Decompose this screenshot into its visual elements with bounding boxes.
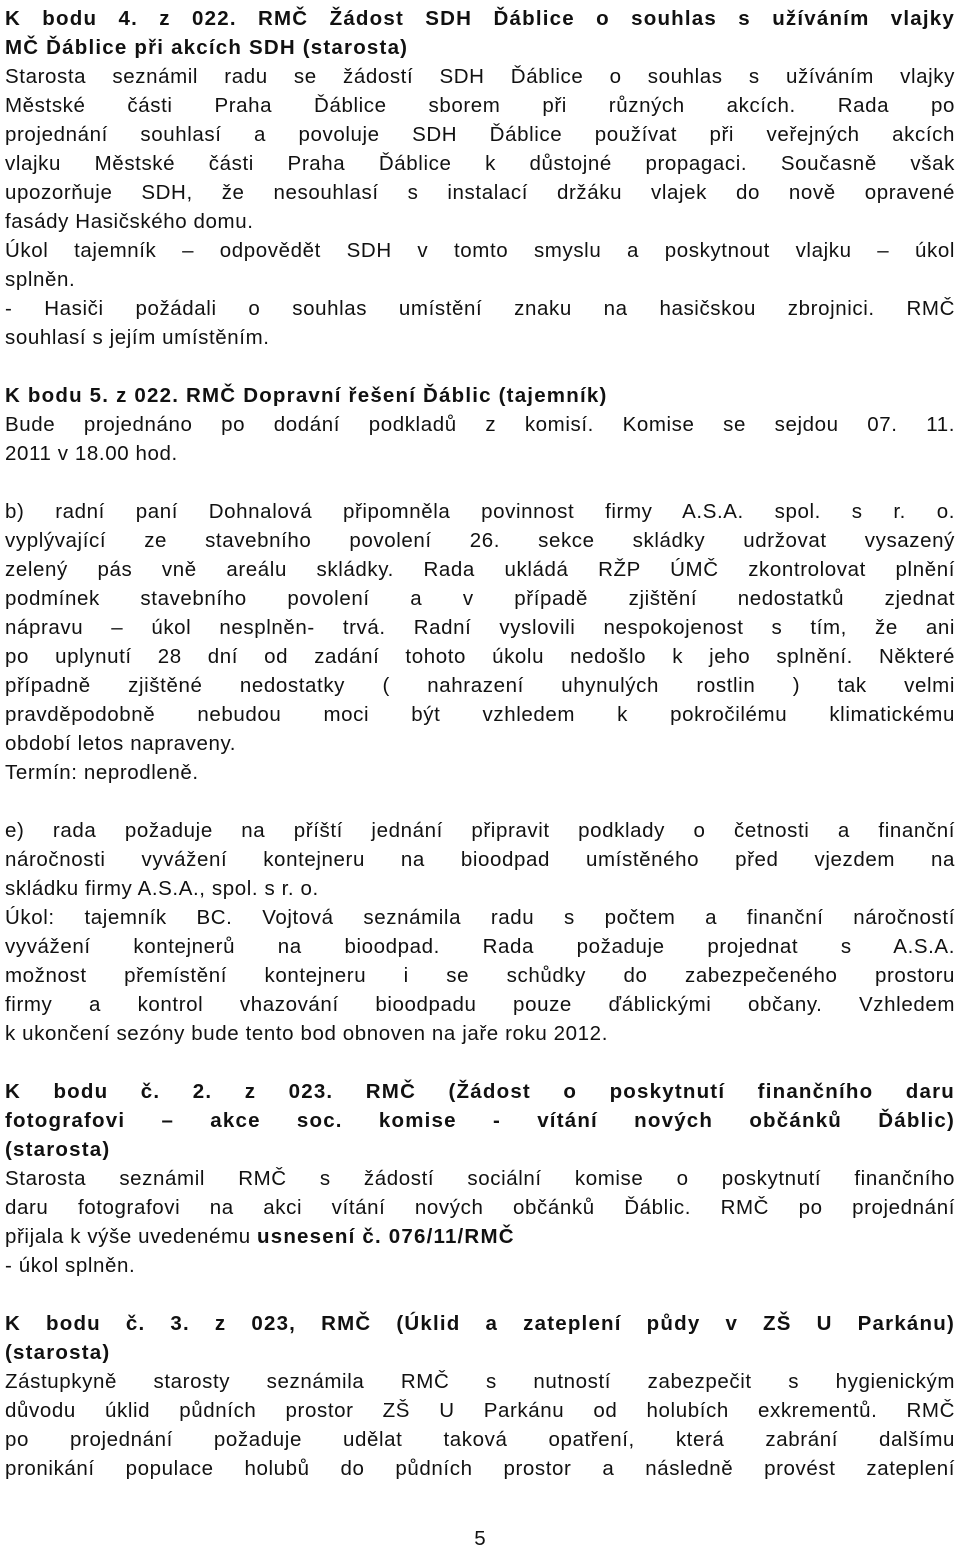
section-heading: MČ Ďáblice při akcích SDH (starosta)	[5, 36, 409, 59]
paragraph-line: daru fotografovi na akci vítání nových občánků Ďáblic. RMČ po projednání	[5, 1196, 955, 1219]
task-status: splněn.	[5, 268, 76, 291]
paragraph-line: Starosta seznámil radu se žádostí SDH Ďáblice o souhlas s užíváním vlajky	[5, 65, 955, 88]
paragraph-line: 2011 v 18.00 hod.	[5, 442, 178, 465]
section-heading: K bodu 4. z 022. RMČ Žádost SDH Ďáblice o souhlas s užíváním vlajky	[5, 7, 955, 30]
spacer	[5, 468, 955, 497]
paragraph-line: pronikání populace holubů do půdních prostor a následně provést zateplení	[5, 1457, 955, 1480]
resolution-prefix: přijala k výše uvedenému	[5, 1225, 258, 1248]
section-heading: K bodu č. 3. z 023, RMČ (Úklid a zateplení půdy v ZŠ U Parkánu)	[5, 1312, 955, 1335]
paragraph-line: podmínek stavebního povolení a v případě zjištění nedostatků zjednat	[5, 587, 955, 610]
task-status: - úkol splněn.	[5, 1254, 136, 1277]
paragraph-line: po uplynutí 28 dní od zadání tohoto úkolu nedošlo k jeho splnění. Některé	[5, 645, 955, 668]
paragraph-line: po projednání požaduje udělat taková opatření, která zabrání dalšímu	[5, 1428, 955, 1451]
task-line: Úkol tajemník – odpovědět SDH v tomto smyslu a poskytnout vlajku – úkol	[5, 239, 955, 262]
paragraph-line: projednání souhlasí a povoluje SDH Ďáblice používat při veřejných akcích	[5, 123, 955, 146]
resolution-number: usnesení č. 076/11/RMČ	[257, 1225, 515, 1248]
paragraph-line: firmy a kontrol vhazování bioodpadu pouze ďáblickými občany. Vzhledem	[5, 993, 955, 1016]
section-k-bodu-5	[5, 381, 955, 468]
paragraph-line: b) radní paní Dohnalová připomněla povinnost firmy A.S.A. spol. s r. o.	[5, 500, 955, 523]
paragraph-line: případně zjištěné nedostatky ( nahrazení uhynulých rostlin ) tak velmi	[5, 674, 955, 697]
task-line: Úkol: tajemník BC. Vojtová seznámila radu s počtem a finanční náročností	[5, 906, 955, 929]
paragraph-line: souhlasí s jejím umístěním.	[5, 326, 270, 349]
resolution-line	[5, 1222, 955, 1251]
section-heading: (starosta)	[5, 1138, 111, 1161]
spacer	[5, 352, 955, 381]
paragraph-line: Starosta seznámil RMČ s žádostí sociální komise o poskytnutí finančního	[5, 1167, 955, 1190]
paragraph-line: upozorňuje SDH, že nesouhlasí s instalací držáku vlajek do nově opravené	[5, 181, 955, 204]
paragraph-line: pravděpodobně nebudou moci být vzhledem k pokročilému klimatickému	[5, 703, 955, 726]
section-k-bodu-2	[5, 1077, 955, 1280]
document-page	[5, 4, 955, 1483]
paragraph-line: skládku firmy A.S.A., spol. s r. o.	[5, 877, 319, 900]
section-heading: (starosta)	[5, 1341, 111, 1364]
paragraph-line: vyplývající ze stavebního povolení 26. sekce skládky udržovat vysazený	[5, 529, 955, 552]
paragraph-line: možnost přemístění kontejneru i se schůdky do zabezpečeného prostoru	[5, 964, 955, 987]
paragraph-line: k ukončení sezóny bude tento bod obnoven na jaře roku 2012.	[5, 1022, 608, 1045]
paragraph-line: vyvážení kontejnerů na bioodpad. Rada požaduje projednat s A.S.A.	[5, 935, 955, 958]
section-heading: K bodu č. 2. z 023. RMČ (Žádost o poskytnutí finančního daru	[5, 1080, 955, 1103]
section-k-bodu-3	[5, 1309, 955, 1483]
paragraph-line: nápravu – úkol nesplněn- trvá. Radní vyslovili nespokojenost s tím, že ani	[5, 616, 955, 639]
paragraph-line: e) rada požaduje na příští jednání připravit podklady o četnosti a finanční	[5, 819, 955, 842]
paragraph-line: Bude projednáno po dodání podkladů z komisí. Komise se sejdou 07. 11.	[5, 413, 955, 436]
deadline-line: Termín: neprodleně.	[5, 761, 199, 784]
item-e	[5, 816, 955, 1048]
paragraph-line: období letos napraveny.	[5, 732, 237, 755]
paragraph-line: - Hasiči požádali o souhlas umístění znaku na hasičskou zbrojnici. RMČ	[5, 297, 955, 320]
paragraph-line: důvodu úklid půdních prostor ZŠ U Parkánu od holubích exkrementů. RMČ	[5, 1399, 955, 1422]
section-heading: fotografovi – akce soc. komise - vítání nových občánků Ďáblic)	[5, 1109, 955, 1132]
paragraph-line: fasády Hasičského domu.	[5, 210, 254, 233]
section-k-bodu-4	[5, 4, 955, 352]
paragraph-line: zelený pás vně areálu skládky. Rada ukládá RŽP ÚMČ zkontrolovat plnění	[5, 558, 955, 581]
spacer	[5, 787, 955, 816]
paragraph-line: vlajku Městské části Praha Ďáblice k důstojné propagaci. Současně však	[5, 152, 955, 175]
item-b	[5, 497, 955, 787]
paragraph-line: Zástupkyně starosty seznámila RMČ s nutností zabezpečit s hygienickým	[5, 1370, 955, 1393]
spacer	[5, 1280, 955, 1309]
paragraph-line: náročnosti vyvážení kontejneru na bioodpad umístěného před vjezdem na	[5, 848, 955, 871]
paragraph-line: Městské části Praha Ďáblice sborem při různých akcích. Rada po	[5, 94, 955, 117]
section-heading: K bodu 5. z 022. RMČ Dopravní řešení Ďáblic (tajemník)	[5, 384, 608, 407]
page-number: 5	[474, 1527, 486, 1550]
spacer	[5, 1048, 955, 1077]
